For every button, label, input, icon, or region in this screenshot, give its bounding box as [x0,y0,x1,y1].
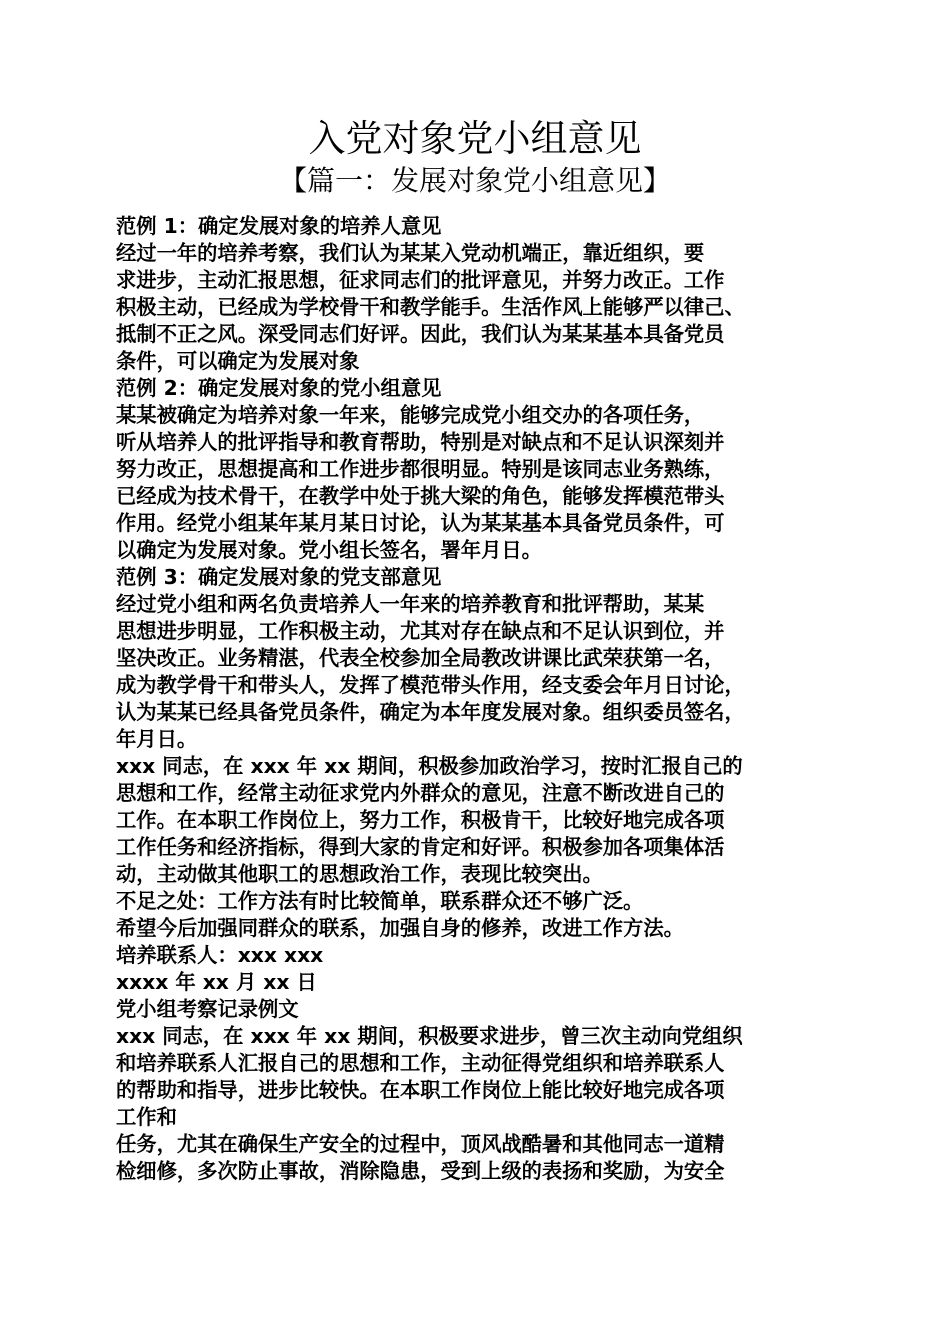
text-line: 条件，可以确定为发展对象 [116,349,360,373]
text-line: 培养联系人：xxx xxx [116,943,324,967]
text-line: 努力改正，思想提高和工作进步都很明显。特别是该同志业务熟练， [116,457,725,481]
text-line: 听从培养人的批评指导和教育帮助，特别是对缺点和不足认识深刻并 [116,430,725,454]
text-line: 动，主动做其他职工的思想政治工作，表现比较突出。 [116,862,603,886]
text-line: 求进步，主动汇报思想，征求同志们的批评意见，并努力改正。工作 [116,268,725,292]
text-line: 抵制不正之风。深受同志们好评。因此，我们认为某某基本具备党员 [116,322,725,346]
text-line: 范例 1：确定发展对象的培养人意见 [116,214,442,238]
text-line: 党小组考察记录例文 [116,997,299,1021]
document-body [116,213,860,1185]
text-line: xxxx 年 xx 月 xx 日 [116,970,317,994]
text-line: 范例 2：确定发展对象的党小组意见 [116,376,442,400]
text-line: 认为某某已经具备党员条件，确定为本年度发展对象。组织委员签名， [116,700,745,724]
text-line: 任务，尤其在确保生产安全的过程中，顶风战酷暑和其他同志一道精 [116,1132,725,1156]
text-line: 希望今后加强同群众的联系，加强自身的修养，改进工作方法。 [116,916,684,940]
text-line: 作用。经党小组某年某月某日讨论，认为某某基本具备党员条件，可 [116,511,725,535]
text-line: 范例 3：确定发展对象的党支部意见 [116,565,442,589]
text-line: 坚决改正。业务精湛，代表全校参加全局教改讲课比武荣获第一名， [116,646,725,670]
text-line: 工作。在本职工作岗位上，努力工作，积极肯干，比较好地完成各项 [116,808,725,832]
text-line: 思想进步明显，工作积极主动，尤其对存在缺点和不足认识到位，并 [116,619,725,643]
text-line: xxx 同志，在 xxx 年 xx 期间，积极参加政治学习，按时汇报自己的 [116,754,743,778]
text-line: 积极主动，已经成为学校骨干和教学能手。生活作风上能够严以律己、 [116,295,745,319]
text-line: 工作和 [116,1105,177,1129]
text-line: 已经成为技术骨干，在教学中处于挑大梁的角色，能够发挥模范带头 [116,484,725,508]
document-title: 入党对象党小组意见 [308,117,642,160]
text-line: 检细修，多次防止事故，消除隐患，受到上级的表扬和奖励，为安全 [116,1159,725,1183]
text-line: 经过一年的培养考察，我们认为某某入党动机端正，靠近组织，要 [116,241,705,265]
text-line: 年月日。 [116,727,198,751]
text-line: 不足之处：工作方法有时比较简单，联系群众还不够广泛。 [116,889,644,913]
text-line: 某某被确定为培养对象一年来，能够完成党小组交办的各项任务， [116,403,705,427]
document-subtitle: 【篇一：发展对象党小组意见】 [278,164,671,197]
text-line: 以确定为发展对象。党小组长签名，署年月日。 [116,538,542,562]
text-line: xxx 同志，在 xxx 年 xx 期间，积极要求进步，曾三次主动向党组织 [116,1024,743,1048]
text-line: 经过党小组和两名负责培养人一年来的培养教育和批评帮助，某某 [116,592,705,616]
text-line: 的帮助和指导，进步比较快。在本职工作岗位上能比较好地完成各项 [116,1078,725,1102]
text-line: 工作任务和经济指标，得到大家的肯定和好评。积极参加各项集体活 [116,835,725,859]
text-line: 成为教学骨干和带头人，发挥了模范带头作用，经支委会年月日讨论， [116,673,745,697]
text-line: 思想和工作，经常主动征求党内外群众的意见，注意不断改进自己的 [116,781,725,805]
text-line: 和培养联系人汇报自己的思想和工作，主动征得党组织和培养联系人 [116,1051,725,1075]
